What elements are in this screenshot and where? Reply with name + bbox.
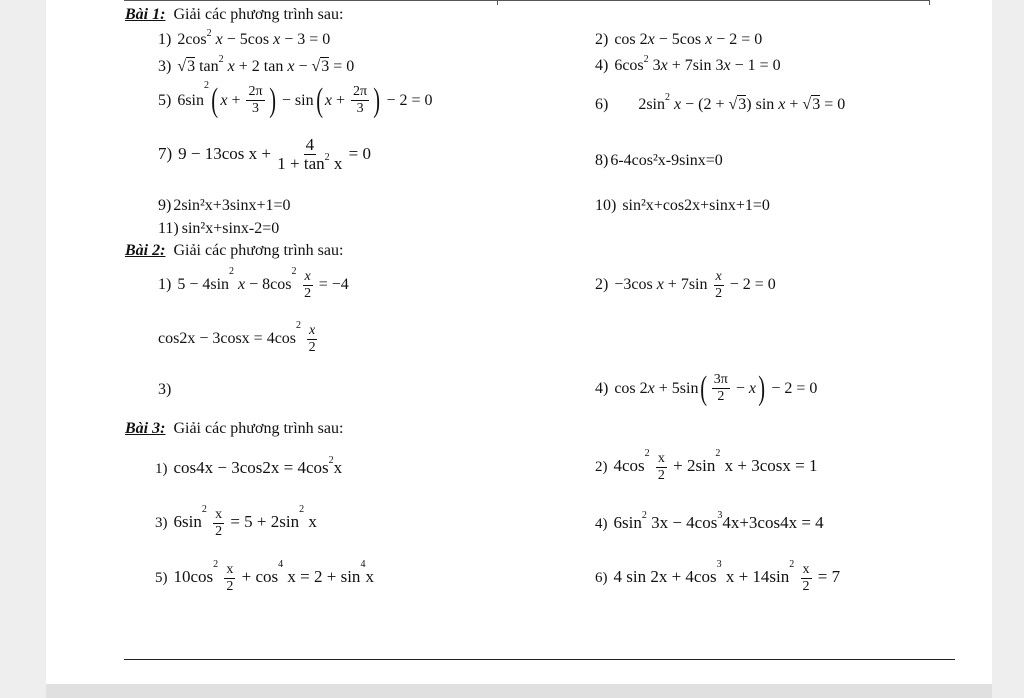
bai-2-instruction: Giải các phương trình sau: bbox=[173, 242, 344, 259]
problem-number: 10) bbox=[595, 197, 617, 214]
problem-number: 4) bbox=[595, 516, 608, 532]
bai-1-problem-7: 7) 9 − 13cos x + $\frac{4}{1 + \tan^2 x}$ = 0 bbox=[158, 135, 371, 173]
problem-text: sin²x+cos2x+sinx+1=0 bbox=[622, 197, 770, 214]
problem-number: 2) bbox=[595, 31, 609, 48]
table-top-rule bbox=[124, 0, 930, 1]
bai-1-problem-4: 4) $6\cos^2$ 3x + 7sin 3x − 1 = 0 bbox=[595, 54, 781, 74]
bai-1-problem-10 bbox=[595, 198, 770, 214]
bai-1-instruction: Giải các phương trình sau: bbox=[173, 6, 344, 23]
problem-number: 1) bbox=[155, 461, 168, 477]
bai-1-problem-8 bbox=[595, 153, 723, 169]
bai-3-problem-3: 3) $6\sin^2$ $\frac{x}{2}$ = $5 + 2\sin^2$ x bbox=[155, 504, 317, 539]
bai-3-problem-2: 2) $4\cos^2$ $\frac{x}{2}$ + $2\sin^2$ x + 3cosx = 1 bbox=[595, 448, 818, 483]
bai-2-problem-4: 4) cos 2x + 5sin( $\frac{3\pi}{2}$ − x) − 2 = 0 bbox=[595, 370, 818, 407]
bai-2-title: Bài 2: bbox=[125, 242, 166, 259]
problem-number: 1) bbox=[158, 31, 172, 48]
bai-1-problem-1: 1) $2\cos^2$ x − 5cos x − 3 = 0 bbox=[158, 28, 331, 48]
bai-1-header bbox=[125, 6, 343, 24]
bai-3-problem-6: 6) 4 $\sin 2x + 4\cos^3$ $x + 14\sin^2$ $\frac{x}{2}$ = 7 bbox=[595, 559, 841, 594]
bai-2-problem-3-equation: $\cos 2x - 3\cos x = 4\cos^2$ $\frac{x}{2}$ bbox=[158, 320, 316, 355]
problem-number: 4) bbox=[595, 379, 609, 397]
problem-number: 6) bbox=[595, 570, 608, 587]
problem-number: 3) bbox=[158, 58, 172, 75]
bai-2-problem-2: 2) −3cos x + 7sin $\frac{x}{2}$ − 2 = 0 bbox=[595, 269, 776, 301]
table-divider bbox=[497, 0, 498, 5]
problem-number: 2) bbox=[595, 459, 608, 476]
problem-text: sin²x+sinx-2=0 bbox=[181, 220, 280, 237]
problem-number: 3) bbox=[158, 381, 172, 398]
bai-3-problem-1: 1) $\cos 4x - 3\cos 2x = 4\cos^2x$ bbox=[155, 455, 343, 477]
problem-number: 9) bbox=[158, 197, 172, 214]
bai-2-header bbox=[125, 242, 343, 260]
bai-2-problem-1: 1) $5 - 4\sin^2$ $x - 8\cos^2$ $\frac{x}{2}$ = −4 bbox=[158, 266, 349, 301]
problem-number: 2) bbox=[595, 276, 609, 294]
bai-3-problem-5: 5) $10\cos^2$ $\frac{x}{2}$ + $\cos^4 x = 2 + \sin^4x$ bbox=[155, 559, 374, 594]
bai-3-title: Bài 3: bbox=[125, 420, 166, 437]
bai-1-problem-2: 2) cos 2x − 5cos x − 2 = 0 bbox=[595, 31, 763, 48]
bai-3-instruction: Giải các phương trình sau: bbox=[173, 420, 344, 437]
problem-number: 5) bbox=[158, 91, 172, 109]
bai-1-problem-5: 5) $6\sin^2$( x + $\frac{2\pi}{3}$ ) − sin( x + $\frac{2\pi}{3}$ ) − 2 = 0 bbox=[158, 80, 433, 119]
footer-rule bbox=[124, 659, 955, 660]
problem-text: 6-4cos²x-9sinx=0 bbox=[610, 152, 723, 169]
problem-number: 4) bbox=[595, 57, 609, 74]
bai-3-header bbox=[125, 420, 343, 438]
bai-2-problem-3-number bbox=[158, 382, 171, 398]
problem-number: 3) bbox=[155, 515, 168, 532]
problem-number: 8) bbox=[595, 152, 609, 169]
bai-1-problem-3: 3) √3 $\tan^2 x + 2$ tan x − √3 = 0 bbox=[158, 54, 355, 75]
bai-1-problem-6: 6) $2\sin^2$ x − (2 + √3) sin x + √3 = 0 bbox=[595, 92, 846, 113]
bai-3-problem-4: 4) $6\sin^2$ $3x - 4\cos^34x+3\cos 4x = 4$ bbox=[595, 510, 824, 532]
problem-number: 5) bbox=[155, 570, 168, 587]
bai-1-title: Bài 1: bbox=[125, 6, 166, 23]
page-bottom-shadow bbox=[46, 684, 992, 698]
problem-number: 7) bbox=[158, 143, 173, 163]
problem-number: 1) bbox=[158, 276, 172, 294]
problem-number: 6) bbox=[595, 96, 609, 113]
bai-1-problem-9 bbox=[158, 198, 291, 214]
bai-1-problem-11 bbox=[158, 221, 279, 237]
problem-text: 2sin²x+3sinx+1=0 bbox=[173, 197, 291, 214]
problem-number: 11) bbox=[158, 220, 179, 237]
table-divider bbox=[929, 0, 930, 5]
